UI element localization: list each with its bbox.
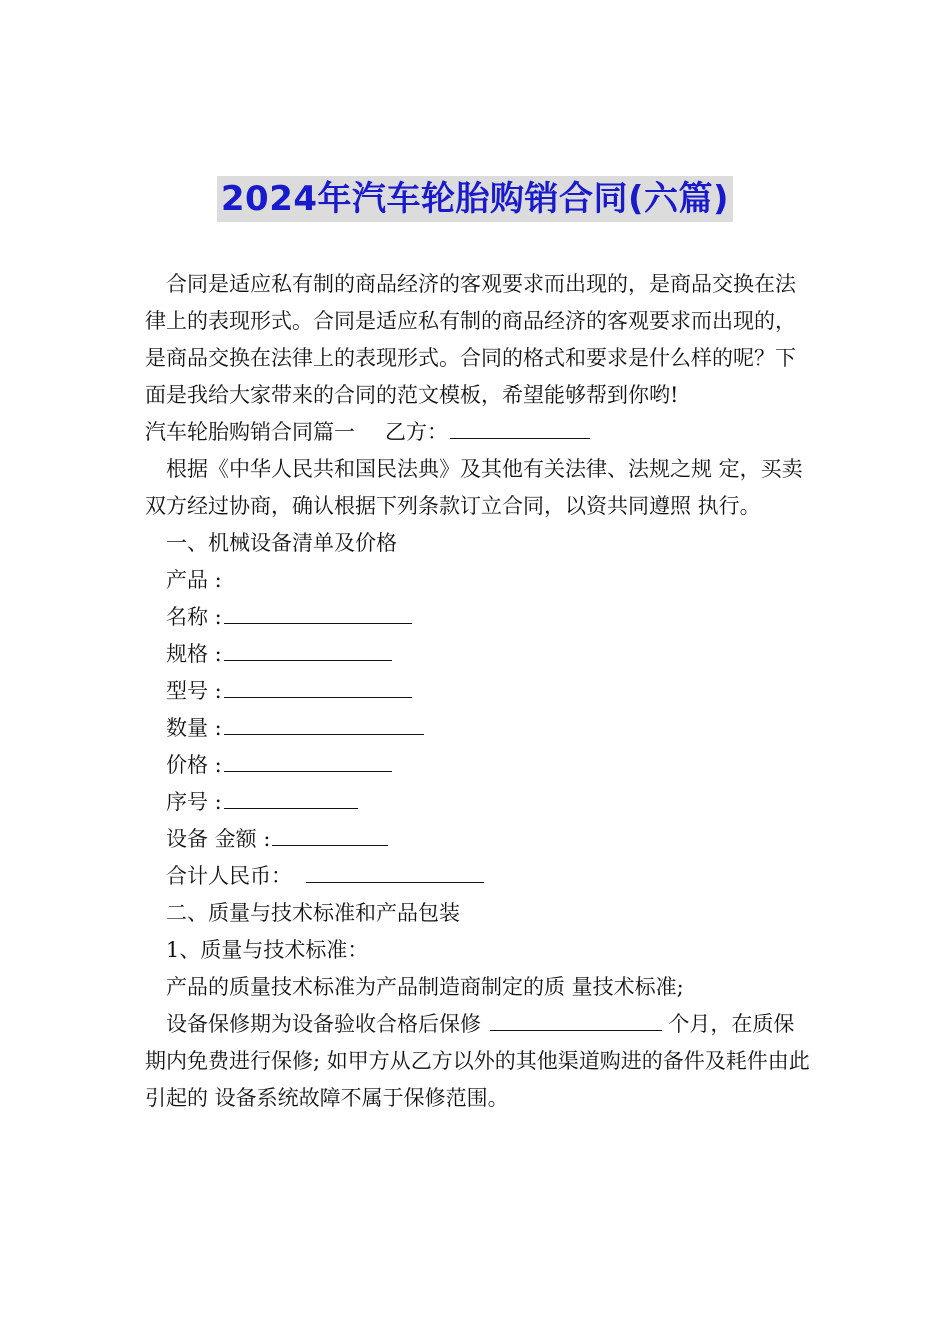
field-product: [145, 562, 810, 599]
standard-paragraph: 产品的质量技术标准为产品制造商制定的质 量技术标准;: [166, 975, 684, 999]
field-model-label: 型号 :: [166, 679, 222, 703]
field-total-blank: [306, 860, 484, 883]
field-price-label: 价格 :: [166, 753, 222, 777]
field-model-blank: [224, 675, 412, 698]
field-amount-blank: [272, 823, 388, 846]
document-body: [145, 266, 810, 1117]
field-total-label: 合计人民币：: [166, 864, 292, 888]
field-spec-label: 规格 :: [166, 642, 222, 666]
sub1-title: 1、质量与技术标准：: [166, 938, 369, 962]
warranty-paragraph: [145, 1006, 810, 1117]
field-name-label: 名称 :: [166, 605, 222, 629]
field-serial-blank: [224, 786, 358, 809]
party-b-blank: [450, 416, 590, 439]
basis-paragraph: 根据《中华人民共和国民法典》及其他有关法律、法规之规 定，买卖双方经过协商，确认根据下列条款订立合同，以资共同遵照 执行。: [145, 457, 803, 518]
field-price-blank: [224, 749, 392, 772]
title-container: [0, 176, 950, 222]
field-name-blank: [224, 601, 412, 624]
field-serial: [145, 784, 810, 821]
intro-paragraph: 合同是适应私有制的商品经济的客观要求而出现的，是商品交换在法律上的表现形式。合同是适应私有制的商品经济的客观要求而出现的，是商品交换在法律上的表现形式。合同的格式和要求是什么样的呢？下面是我给大家带来的合同的范文模板，希望能够帮到你哟!: [145, 272, 796, 407]
field-product-label: 产品 :: [166, 568, 222, 592]
field-name: [145, 599, 810, 636]
section-heading-line: [145, 414, 810, 451]
field-serial-label: 序号 :: [166, 790, 222, 814]
document-title: 2024年汽车轮胎购销合同(六篇): [217, 176, 733, 222]
field-amount-label: 设备 金额 :: [166, 827, 271, 851]
warranty-months-blank: [490, 1008, 662, 1031]
field-total: [145, 858, 810, 895]
field-model: [145, 673, 810, 710]
part1-title: 一、机械设备清单及价格: [166, 531, 397, 555]
field-amount: [145, 821, 810, 858]
field-quantity-blank: [224, 712, 424, 735]
field-spec-blank: [224, 638, 392, 661]
part2-title: 二、质量与技术标准和产品包装: [166, 901, 460, 925]
party-b-label: 乙方：: [385, 420, 448, 444]
warranty-prefix: 设备保修期为设备验收合格后保修: [166, 1012, 481, 1036]
section-heading: 汽车轮胎购销合同篇一: [145, 420, 355, 444]
field-quantity-label: 数量 :: [166, 716, 222, 740]
field-spec: [145, 636, 810, 673]
field-quantity: [145, 710, 810, 747]
field-price: [145, 747, 810, 784]
warranty-suffix: 个月，在质保期内免费进行保修; 如甲方从乙方以外的其他渠道购进的备件及耗件由此引起的 设备系统故障不属于保修范围。: [145, 1012, 810, 1110]
